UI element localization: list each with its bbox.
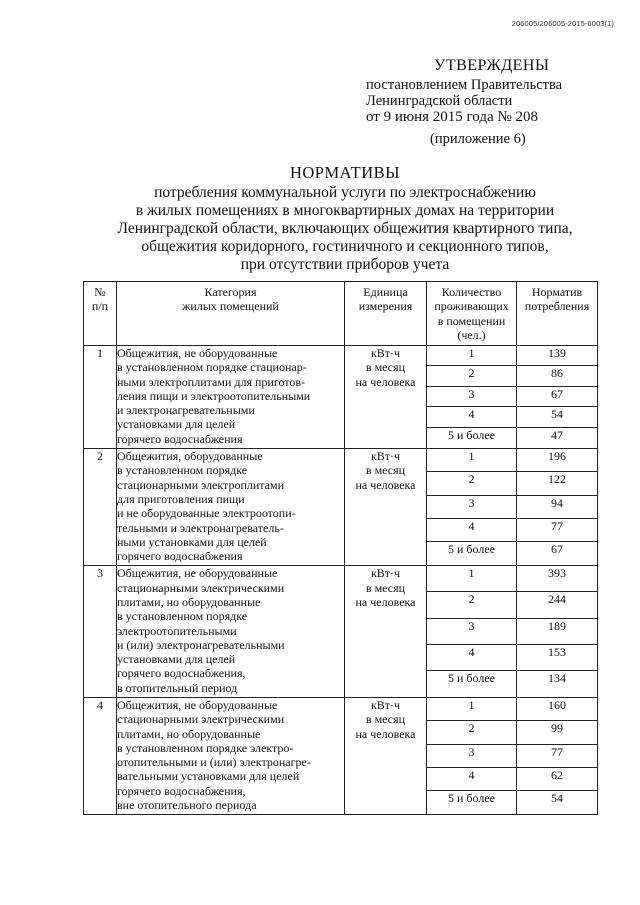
approval-line-2: Ленинградской области [366, 93, 513, 109]
norm-value: 67 [517, 387, 597, 407]
title-main: НОРМАТИВЫ [289, 163, 401, 182]
header-text: (чел.) [457, 327, 486, 342]
resident-count: 3 [427, 387, 516, 407]
category-line: стационарными электрическими [117, 580, 285, 595]
row-category [117, 449, 345, 566]
table-row [84, 566, 598, 698]
unit-line: кВт·ч [370, 566, 401, 581]
header-text: проживающих [434, 299, 509, 314]
unit-line: на человека [355, 477, 416, 492]
row-number: 3 [84, 566, 117, 698]
category-line: в установленном порядке [117, 463, 248, 478]
header-text: Категория [204, 285, 257, 299]
unit-line: на человека [355, 594, 416, 609]
category-line: тельными и электронагреватель- [117, 520, 284, 535]
row-number: 2 [84, 449, 117, 566]
unit-line: в месяц [365, 712, 406, 727]
header-text: Единица [363, 285, 408, 299]
approval-line-3: от 9 июня 2015 года № 208 [366, 109, 538, 125]
resident-count: 5 и более [447, 670, 495, 685]
document-number: 206005/206005-2015-6003(1) [511, 19, 614, 28]
approval-heading: УТВЕРЖДЕНЫ [434, 57, 550, 74]
category-line: и (или) электронагревательными [117, 637, 285, 652]
norm-value-cell [517, 566, 598, 698]
norm-value: 77 [517, 519, 597, 542]
row-number: 1 [84, 346, 117, 449]
category-line: вательными установками для целей [117, 769, 300, 784]
header-text: жилых помещений [182, 299, 279, 314]
norm-value: 139 [517, 346, 597, 366]
resident-count: 5 и более [447, 542, 495, 557]
category-line: стационарными электроплитами [117, 477, 285, 492]
row-category [117, 566, 345, 698]
title-line: при отсутствии приборов учета [240, 256, 450, 273]
norm-value-cell [517, 449, 598, 566]
title-line: потребления коммунальной услуги по электроснабжению [154, 184, 536, 201]
resident-count: 1 [427, 346, 516, 366]
category-line: плитами, но оборудованные [117, 726, 261, 741]
category-line: в установленном порядке стационар- [117, 360, 307, 375]
title-line: Ленинградской области, включающих общежития квартирного типа, [117, 220, 573, 237]
header-text: в помещении [437, 313, 506, 328]
category-line: Общежития, оборудованные [117, 449, 263, 464]
header-unit [345, 282, 427, 346]
header-text: измерения [358, 299, 413, 314]
unit-line: в месяц [365, 463, 406, 478]
norm-value: 244 [517, 592, 597, 618]
norm-value: 67 [551, 542, 563, 557]
category-line: в отопительный период [117, 680, 238, 695]
norm-value: 62 [517, 768, 597, 791]
header-category [117, 282, 345, 346]
resident-count: 4 [427, 519, 516, 542]
norm-value: 99 [517, 721, 597, 744]
row-unit [345, 566, 427, 698]
norm-value: 196 [517, 449, 597, 472]
norm-value: 86 [517, 366, 597, 386]
header-norm [517, 282, 598, 346]
category-line: ления пищи и электроотопительными [117, 388, 311, 403]
title-line: в жилых помещениях в многоквартирных домах на территории [135, 202, 555, 219]
row-unit [345, 697, 427, 814]
category-line: Общежития, не оборудованные [117, 566, 278, 581]
document-title [110, 164, 580, 274]
unit-line: на человека [355, 726, 416, 741]
row-unit [345, 346, 427, 449]
resident-count: 2 [427, 366, 516, 386]
header-num [84, 282, 117, 346]
resident-count: 3 [427, 745, 516, 768]
category-line: плитами, но оборудованные [117, 594, 261, 609]
approval-line-1: постановлением Правительства [366, 77, 563, 93]
category-line: и не оборудованные электроотопи- [117, 506, 296, 521]
header-text: № [94, 285, 106, 299]
table-row [84, 449, 598, 566]
norm-value: 77 [517, 745, 597, 768]
resident-count: 4 [427, 407, 516, 427]
resident-count: 2 [427, 472, 516, 495]
resident-count-cell [427, 449, 517, 566]
resident-count-cell [427, 566, 517, 698]
norm-value: 134 [548, 670, 566, 685]
norm-value: 122 [517, 472, 597, 495]
norm-value: 393 [517, 566, 597, 592]
unit-line: кВт·ч [370, 449, 401, 464]
row-unit [345, 449, 427, 566]
category-line: горячего водоснабжения [117, 431, 243, 446]
norm-value: 54 [551, 791, 563, 806]
header-text: Количество [441, 285, 502, 299]
resident-count: 5 и более [447, 427, 495, 442]
unit-line: в месяц [365, 360, 406, 375]
unit-line: кВт·ч [370, 346, 401, 360]
row-category [117, 346, 345, 449]
resident-count: 3 [427, 496, 516, 519]
table-row [84, 346, 598, 449]
category-line: горячего водоснабжения, [117, 783, 246, 798]
norm-value: 94 [517, 496, 597, 519]
norm-value-cell [517, 346, 598, 449]
category-line: электроотопительными [117, 623, 237, 638]
category-line: Общежития, не оборудованные [117, 697, 278, 712]
header-count [427, 282, 517, 346]
norms-table [83, 281, 598, 815]
resident-count: 3 [427, 619, 516, 645]
category-line: горячего водоснабжения, [117, 666, 246, 681]
category-line: вне отопительного периода [117, 798, 257, 813]
category-line: горячего водоснабжения [117, 549, 243, 564]
title-line: общежития коридорного, гостиничного и секционного типов, [141, 238, 549, 255]
category-line: Общежития, не оборудованные [117, 346, 278, 360]
category-line: установками для целей [117, 417, 236, 432]
header-text: п/п [91, 299, 109, 314]
resident-count: 4 [427, 768, 516, 791]
unit-line: кВт·ч [370, 697, 401, 712]
norm-value: 153 [517, 645, 597, 671]
category-line: отопительными и (или) электронагре- [117, 755, 311, 770]
category-line: для приготовления пищи [117, 491, 245, 506]
category-line: в установленном порядке электро- [117, 740, 294, 755]
norm-value-cell [517, 697, 598, 814]
header-text: потребления [524, 299, 590, 314]
norm-value: 47 [551, 427, 563, 442]
table-header-row [84, 282, 598, 346]
row-category [117, 697, 345, 814]
resident-count: 2 [427, 592, 516, 618]
norm-value: 189 [517, 619, 597, 645]
norm-value: 160 [517, 698, 597, 721]
row-number: 4 [84, 697, 117, 814]
category-line: ными электроплитами для приготов- [117, 374, 306, 389]
table-row [84, 697, 598, 814]
resident-count: 1 [427, 449, 516, 472]
appendix-label: (приложение 6) [430, 131, 526, 147]
category-line: установками для целей [117, 652, 236, 667]
resident-count: 2 [427, 721, 516, 744]
resident-count: 4 [427, 645, 516, 671]
resident-count: 1 [427, 698, 516, 721]
resident-count: 5 и более [447, 791, 495, 806]
approval-block [366, 58, 616, 147]
norm-value: 54 [517, 407, 597, 427]
resident-count-cell [427, 697, 517, 814]
category-line: в установленном порядке [117, 609, 248, 624]
category-line: ными установками для целей [117, 534, 267, 549]
resident-count: 1 [427, 566, 516, 592]
header-text: Норматив [531, 285, 583, 299]
unit-line: в месяц [365, 580, 406, 595]
category-line: стационарными электрическими [117, 712, 285, 727]
category-line: и электронагревательными [117, 403, 255, 418]
unit-line: на человека [355, 374, 416, 389]
resident-count-cell [427, 346, 517, 449]
